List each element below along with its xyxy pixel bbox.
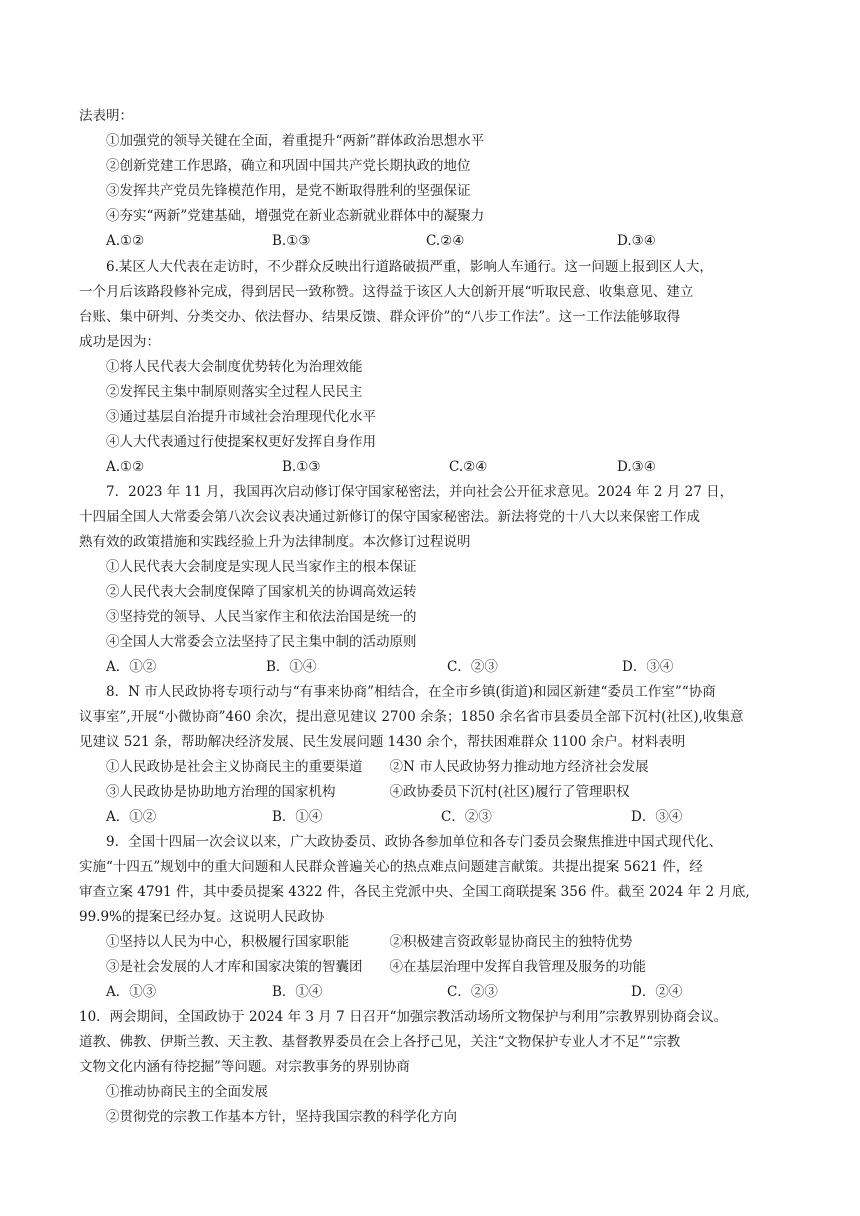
q7-option-c: C．②③ (447, 659, 498, 675)
q10-stem-line-3: 文物文化内涵有待挖掘”等问题。对宗教事务的界别协商 (79, 1059, 410, 1075)
q7-statement-2: ②人民代表大会制度保障了国家机关的协调高效运转 (106, 584, 417, 600)
q7-statement-1: ①人民代表大会制度是实现人民当家作主的根本保证 (106, 559, 417, 575)
q5-statement-2: ②创新党建工作思路，确立和巩固中国共产党长期执政的地位 (106, 158, 471, 174)
q8-stem-line-2: 议事室”,开展“小微协商”460 余次，提出意见建议 2700 余条；1850 余名省市县委员全部下沉村(社区),收集意 (79, 709, 744, 725)
q5-option-a: A.①② (106, 233, 145, 249)
q8-option-b: B．①④ (272, 809, 323, 825)
q5-statement-3: ③发挥共产党员先锋模范作用，是党不断取得胜利的坚强保证 (106, 183, 471, 199)
q7-option-a: A．①② (106, 659, 157, 675)
q7-stem-line-3: 熟有效的政策措施和实践经验上升为法律制度。本次修订过程说明 (79, 534, 471, 550)
q6-statement-3: ③通过基层自治提升市域社会治理现代化水平 (106, 409, 376, 425)
q8-option-c: C．②③ (441, 809, 492, 825)
q6-stem-line-3: 台账、集中研判、分类交办、依法督办、结果反馈、群众评价”的“八步工作法”。这一工作法能够取得 (79, 309, 681, 325)
q7-statement-3: ③坚持党的领导、人民当家作主和依法治国是统一的 (106, 609, 417, 625)
q5-stem-tail: 法表明： (79, 108, 133, 124)
q8-statements-row-2: ③人民政协是协助地方治理的国家机构 ④政协委员下沉村(社区)履行了管理职权 (106, 784, 630, 800)
q10-statement-2: ②贯彻党的宗教工作基本方针，坚持我国宗教的科学化方向 (106, 1109, 457, 1125)
q5-option-c: C.②④ (426, 233, 465, 249)
q10-statement-1: ①推动协商民主的全面发展 (106, 1084, 268, 1100)
q9-stem-line-1: 9．全国十四届一次会议以来，广大政协委员、政协各参加单位和各专门委员会聚焦推进中国式现代化、 (106, 834, 723, 850)
q9-option-a: A．①③ (106, 984, 157, 1000)
q5-statement-4: ④夯实“两新”党建基础，增强党在新业态新就业群体中的凝聚力 (106, 208, 485, 224)
q6-stem-line-2: 一个月后该路段修补完成，得到居民一致称赞。这得益于该区人大创新开展“听取民意、收集意见、建立 (79, 284, 694, 300)
q6-option-b: B.①③ (282, 459, 321, 475)
q6-statement-1: ①将人民代表大会制度优势转化为治理效能 (106, 359, 363, 375)
q9-option-b: B．①④ (272, 984, 323, 1000)
q9-statements-row-1: ①坚持以人民为中心，积极履行国家职能 ②积极建言资政彰显协商民主的独特优势 (106, 934, 633, 950)
q6-stem-line-4: 成功是因为： (79, 334, 160, 350)
q8-stem-line-3: 见建议 521 条，帮助解决经济发展、民生发展问题 1430 余个，帮扶困难群众 1100 余户。材料表明 (79, 734, 686, 750)
q9-option-c: C．②③ (447, 984, 498, 1000)
q10-stem-line-2: 道教、佛教、伊斯兰教、天主教、基督教界委员在会上各抒己见，关注“文物保护专业人才不足”“宗教 (79, 1034, 681, 1050)
q6-statement-4: ④人大代表通过行使提案权更好发挥自身作用 (106, 434, 376, 450)
q9-stem-line-4: 99.9%的提案已经办复。这说明人民政协 (79, 909, 325, 925)
q5-option-b: B.①③ (272, 233, 311, 249)
q8-option-a: A．①② (106, 809, 157, 825)
q6-option-d: D.③④ (617, 459, 656, 475)
q5-option-d: D.③④ (617, 233, 656, 249)
q9-stem-line-3: 审查立案 4791 件，其中委员提案 4322 件，各民主党派中央、全国工商联提案 356 件。截至 2024 年 2 月底, (79, 884, 750, 900)
q6-stem-line-1: 6.某区人大代表在走访时，不少群众反映出行道路破损严重，影响人车通行。这一问题上报到区人大， (106, 259, 713, 275)
q8-stem-line-1: 8．N 市人民政协将专项行动与“有事来协商”相结合，在全市乡镇(街道)和园区新建“委员工作室”“协商 (106, 684, 716, 700)
q8-statements-row-1: ①人民政协是社会主义协商民主的重要渠道 ②N 市人民政协努力推动地方经济社会发展 (106, 759, 649, 775)
q6-option-a: A.①② (106, 459, 145, 475)
q9-option-d: D．②④ (631, 984, 683, 1000)
q7-stem-line-1: 7．2023 年 11 月，我国再次启动修订保守国家秘密法，并向社会公开征求意见。2024 年 2 月 27 日， (106, 484, 734, 500)
q9-stem-line-2: 实施“十四五”规划中的重大问题和人民群众普遍关心的热点难点问题建言献策。共提出提案 5621 件，经 (79, 859, 703, 875)
q7-statement-4: ④全国人大常委会立法坚持了民主集中制的活动原则 (106, 634, 417, 650)
q9-statements-row-2: ③是社会发展的人才库和国家决策的智囊团 ④在基层治理中发挥自我管理及服务的功能 (106, 959, 646, 975)
q7-option-b: B．①④ (266, 659, 317, 675)
q5-statement-1: ①加强党的领导关键在全面，着重提升“两新”群体政治思想水平 (106, 133, 485, 149)
q7-stem-line-2: 十四届全国人大常委会第八次会议表决通过新修订的保守国家秘密法。新法将党的十八大以来保密工作成 (79, 509, 700, 525)
q10-stem-line-1: 10．两会期间，全国政协于 2024 年 3 月 7 日召开“加强宗教活动场所文物保护与利用”宗教界别协商会议。 (79, 1009, 728, 1025)
q6-option-c: C.②④ (449, 459, 488, 475)
q6-statement-2: ②发挥民主集中制原则落实全过程人民民主 (106, 384, 363, 400)
q8-option-d: D．③④ (631, 809, 683, 825)
q7-option-d: D．③④ (622, 659, 674, 675)
